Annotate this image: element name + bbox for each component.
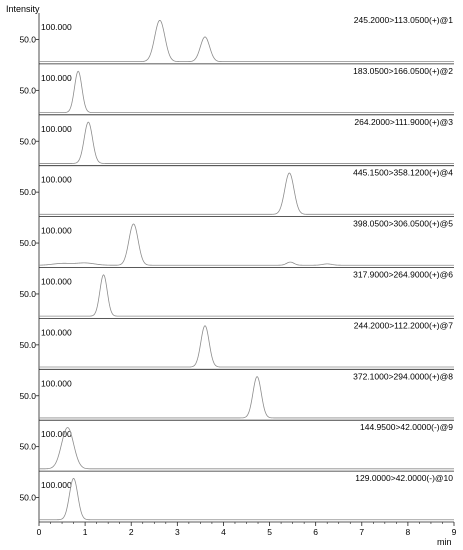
x-tick-label: 9 [451, 527, 457, 537]
y-tick-label-50: 50.0 [19, 441, 36, 452]
trace-line [39, 275, 454, 316]
x-tick-label: 1 [82, 527, 88, 537]
trace-line [39, 428, 454, 469]
transition-label: 317.9000>264.9000(+)@6 [353, 269, 453, 280]
transition-label: 129.0000>42.0000(-)@10 [355, 473, 453, 484]
y-tick-label-50: 50.0 [19, 136, 36, 147]
transition-label: 372.1000>294.0000(+)@8 [353, 371, 453, 382]
x-tick-label: 0 [36, 527, 42, 537]
x-axis [37, 522, 457, 537]
trace-line [39, 122, 454, 163]
transition-label: 445.1500>358.1200(+)@4 [353, 167, 453, 178]
trace-line [39, 20, 454, 61]
y-tick-label-50: 50.0 [19, 187, 36, 198]
transition-label: 264.2000>111.9000(+)@3 [354, 116, 453, 127]
trace-line [39, 71, 454, 112]
trace-line [39, 377, 454, 418]
panel-3 [19, 117, 454, 166]
trace-line [39, 326, 454, 367]
x-tick-label: 6 [313, 527, 319, 537]
max-intensity-label: 100.000 [41, 123, 72, 134]
transition-label: 183.0500>166.0500(+)@2 [353, 65, 453, 76]
transition-label: 245.2000>113.0500(+)@1 [353, 15, 453, 25]
trace-line [39, 478, 454, 519]
max-intensity-label: 100.000 [41, 225, 72, 236]
y-tick-label-50: 50.0 [19, 34, 36, 45]
x-tick-label: 8 [405, 527, 411, 537]
y-tick-label-50: 50.0 [19, 339, 36, 350]
max-intensity-label: 100.000 [41, 276, 72, 287]
panel-10 [19, 473, 454, 522]
y-tick-label-50: 50.0 [19, 238, 36, 249]
panel-7 [19, 320, 454, 369]
max-intensity-label: 100.000 [41, 174, 72, 185]
max-intensity-label: 100.000 [41, 480, 72, 491]
max-intensity-label: 100.000 [41, 378, 72, 389]
y-axis-title: Intensity [6, 4, 40, 14]
max-intensity-label: 100.000 [41, 22, 72, 32]
y-tick-label-50: 50.0 [19, 85, 36, 96]
x-tick-label: 4 [221, 527, 226, 537]
y-tick-label-50: 50.0 [19, 288, 36, 299]
x-tick-label: 2 [128, 527, 134, 537]
transition-label: 244.2000>112.2000(+)@7 [353, 320, 453, 331]
trace-line [39, 224, 454, 265]
panel-4 [19, 168, 454, 217]
panel-1 [19, 15, 454, 64]
panels-group [19, 13, 454, 522]
x-tick-label: 3 [174, 527, 180, 537]
panel-2 [19, 66, 454, 115]
x-tick-label: 7 [359, 527, 365, 537]
y-tick-label-50: 50.0 [19, 390, 36, 401]
x-tick-label: 5 [267, 527, 272, 537]
transition-label: 144.9500>42.0000(-)@9 [360, 422, 453, 433]
panel-5 [19, 219, 454, 268]
panel-8 [19, 371, 454, 420]
transition-label: 398.0500>306.0500(+)@5 [353, 218, 453, 229]
max-intensity-label: 100.000 [41, 72, 72, 83]
panel-6 [19, 270, 454, 319]
max-intensity-label: 100.000 [41, 327, 72, 338]
panel-9 [19, 422, 454, 471]
x-axis-title: min [437, 537, 452, 547]
y-tick-label-50: 50.0 [19, 492, 36, 503]
trace-line [39, 173, 454, 214]
max-intensity-label: 100.000 [41, 429, 72, 440]
